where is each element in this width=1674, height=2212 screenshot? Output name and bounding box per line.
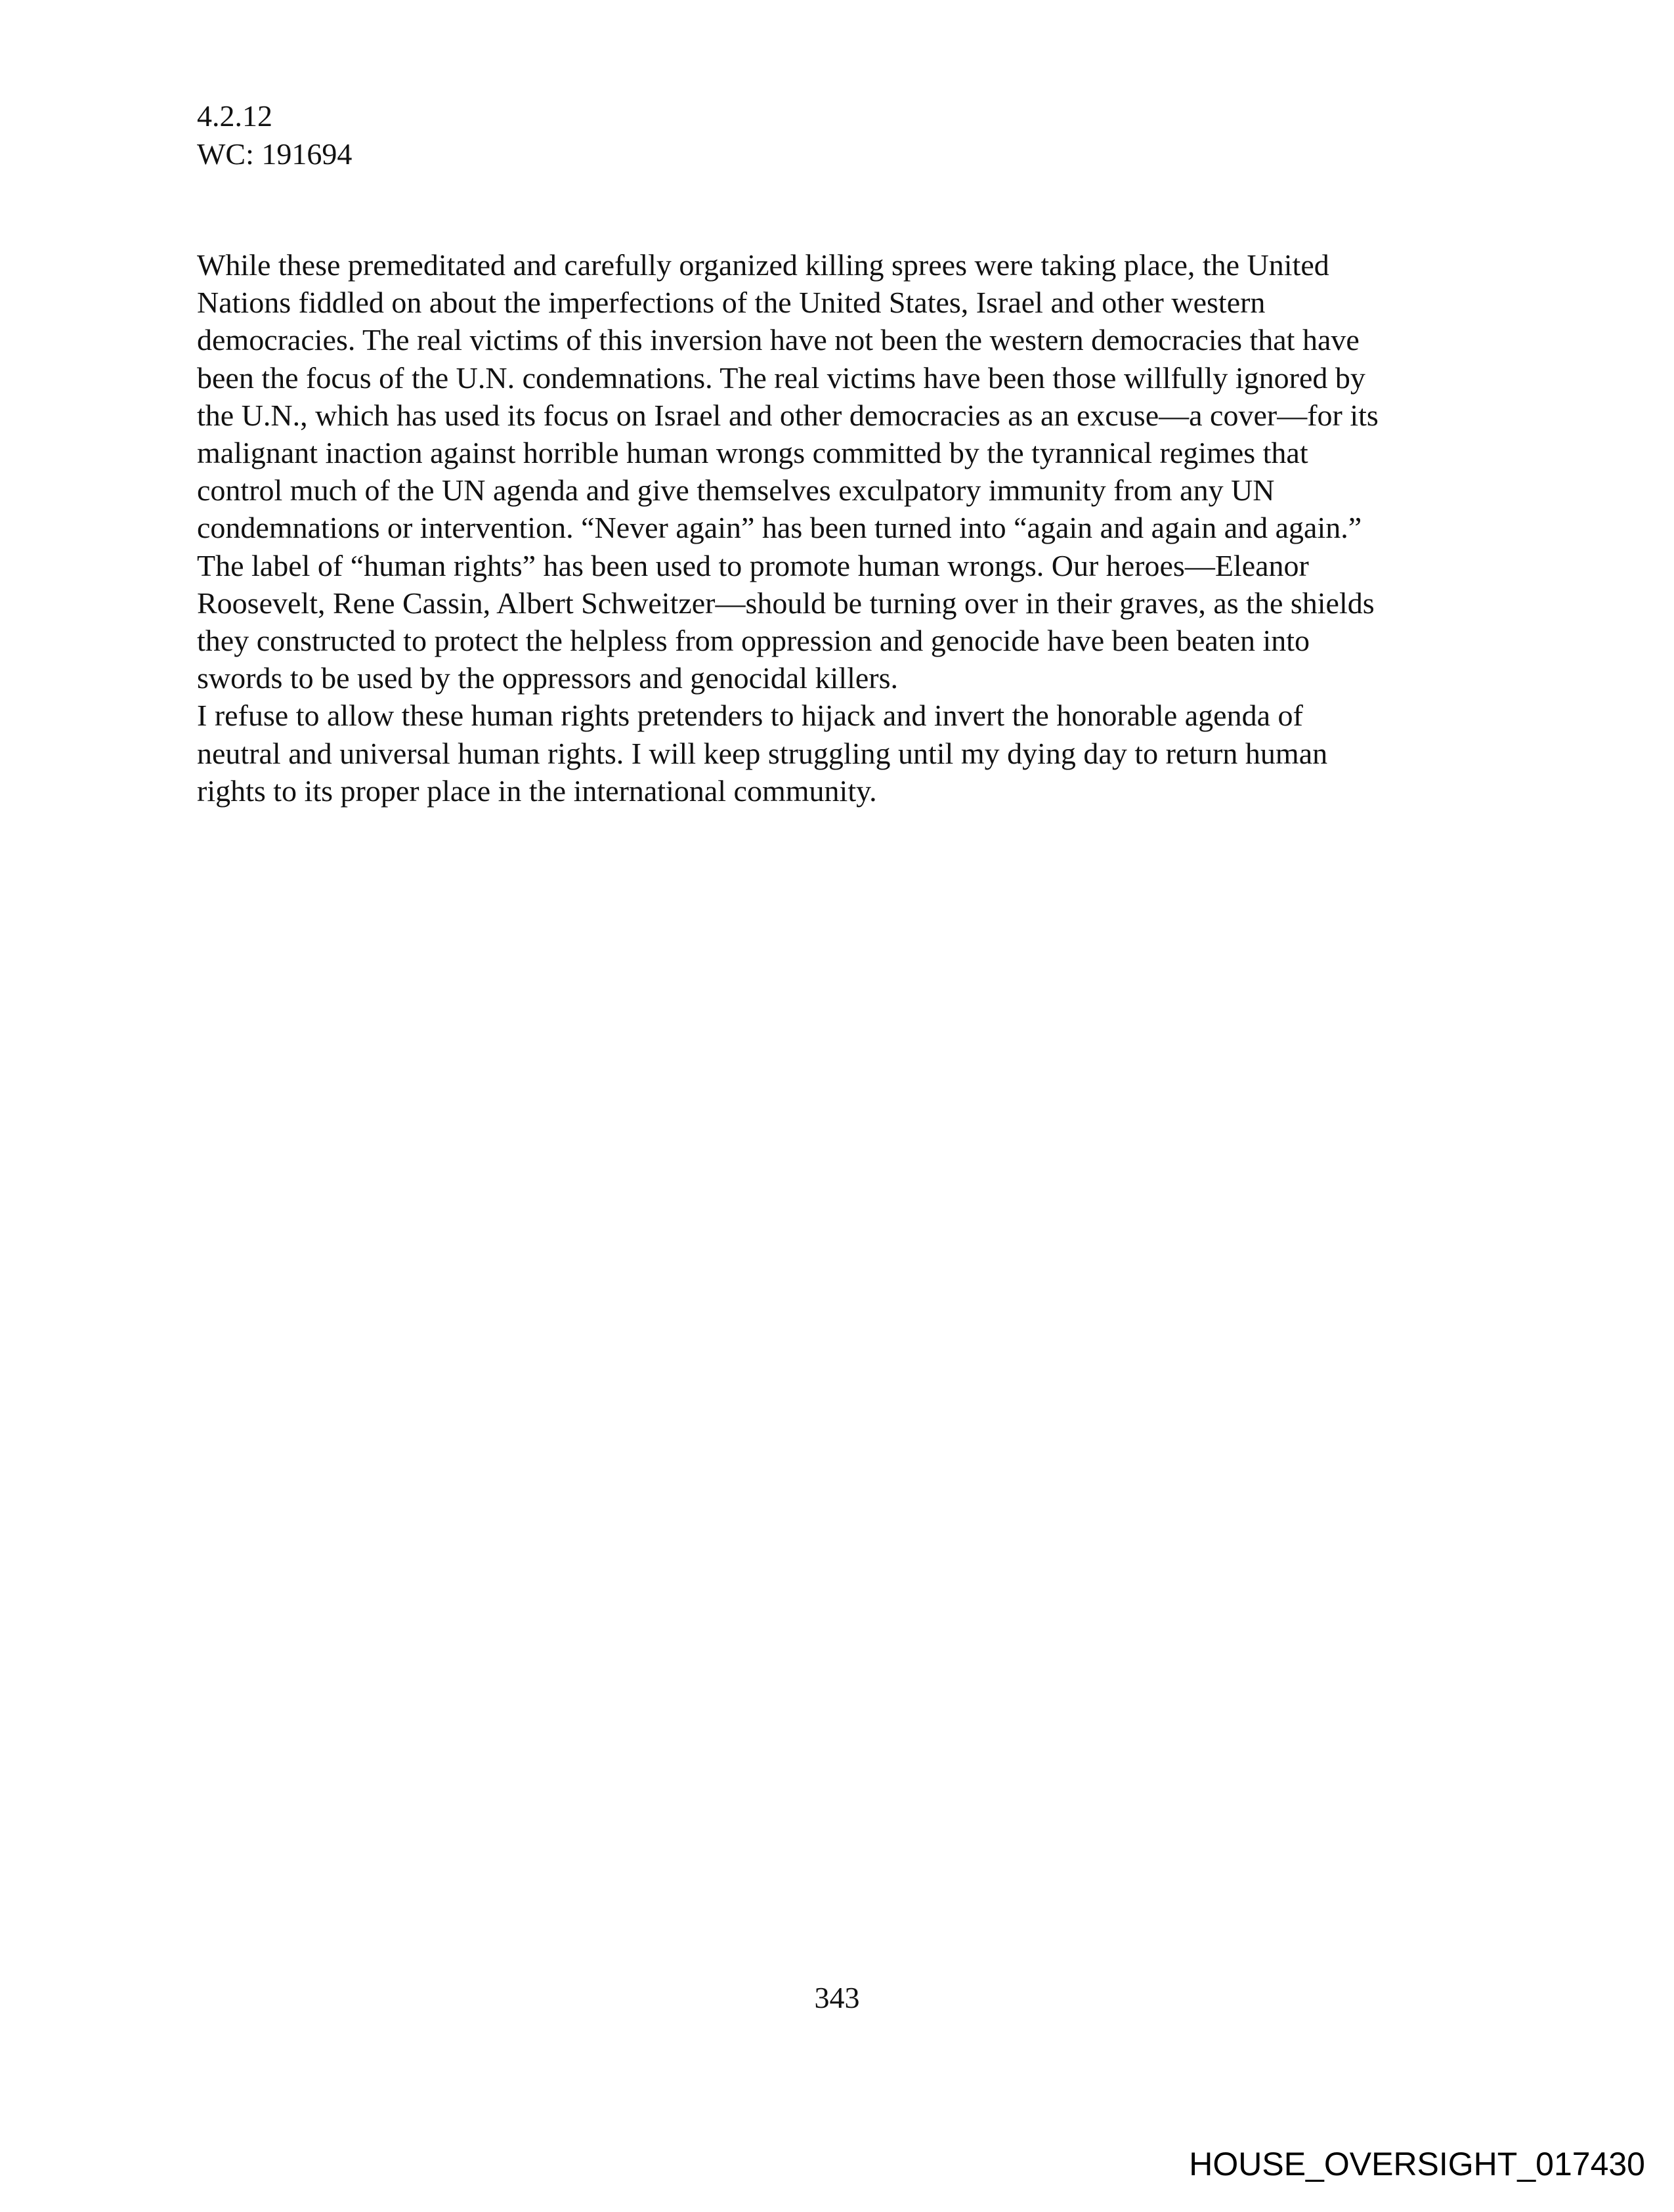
body-line: rights to its proper place in the international community.: [197, 773, 877, 808]
header-word-count: WC: 191694: [197, 137, 353, 171]
body-line: While these premeditated and carefully organized killing sprees were taking place, the United: [197, 248, 1329, 282]
body-line: swords to be used by the oppressors and genocidal killers.: [197, 661, 899, 695]
body-line: Roosevelt, Rene Cassin, Albert Schweitzer—should be turning over in their graves, as the shields: [197, 586, 1375, 620]
body-line: control much of the UN agenda and give themselves exculpatory immunity from any UN: [197, 473, 1275, 508]
body-line: they constructed to protect the helpless from oppression and genocide have been beaten into: [197, 624, 1310, 658]
body-line: condemnations or intervention. “Never again” has been turned into “again and again and again.”: [197, 511, 1362, 545]
body-line: Nations fiddled on about the imperfections of the United States, Israel and other western: [197, 286, 1266, 320]
page-number: 343: [814, 1981, 860, 2014]
body-line: been the focus of the U.N. condemnations. The real victims have been those willfully ignored by: [197, 360, 1365, 395]
body-paragraphs: [197, 246, 1484, 810]
document-header: [197, 97, 352, 173]
bates-number: HOUSE_OVERSIGHT_017430: [1189, 2146, 1645, 2182]
body-line: The label of “human rights” has been used to promote human wrongs. Our heroes—Eleanor: [197, 548, 1309, 582]
body-line: I refuse to allow these human rights pretenders to hijack and invert the honorable agenda of: [197, 699, 1303, 733]
body-line: malignant inaction against horrible human wrongs committed by the tyrannical regimes that: [197, 436, 1308, 470]
body-line: the U.N., which has used its focus on Israel and other democracies as an excuse—a cover—for its: [197, 398, 1379, 432]
body-line: democracies. The real victims of this inversion have not been the western democracies that have: [197, 323, 1360, 357]
body-line: neutral and universal human rights. I will keep struggling until my dying day to return human: [197, 736, 1328, 770]
header-date: 4.2.12: [197, 99, 272, 133]
